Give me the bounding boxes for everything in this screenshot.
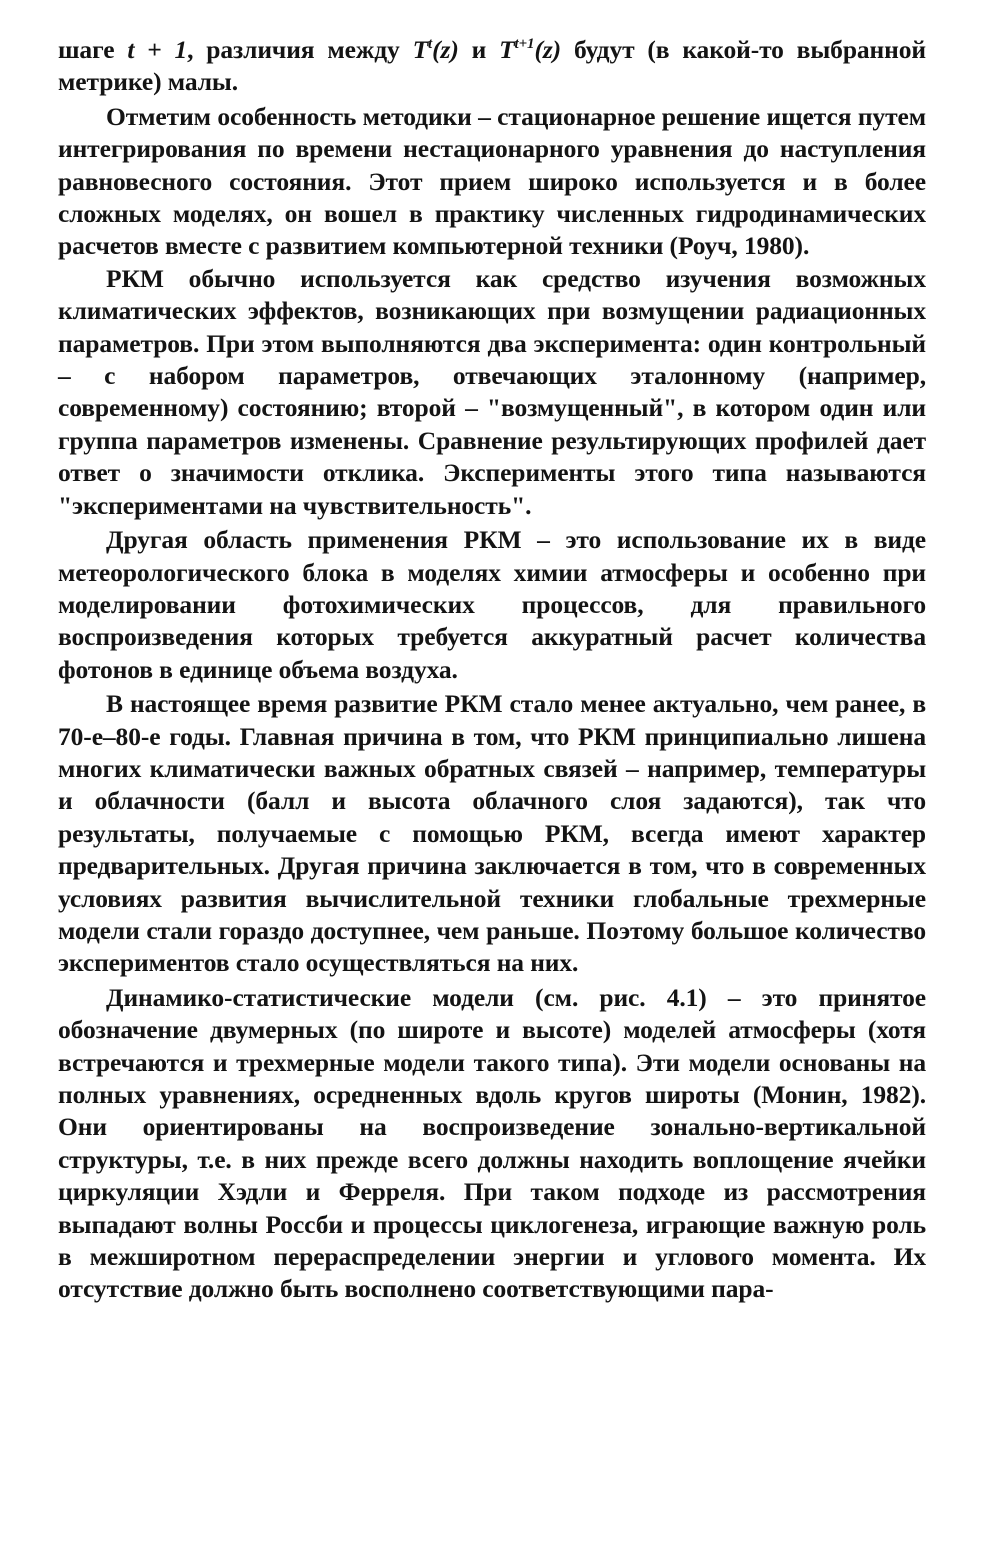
lead-paragraph bbox=[58, 34, 926, 99]
math-arg-z-2: (z) bbox=[534, 35, 562, 64]
math-arg-z: (z) bbox=[432, 35, 459, 64]
lead-and: и bbox=[458, 35, 500, 64]
paragraph-rkm-current: В настоящее время развитие РКМ стало менее актуально, чем ранее, в 70-е–80-е годы. Главная причина в том, что РКМ принципиально лишена многих климатически важных обратных связей – например, температуры и облачности (балл и высота облачного слоя задаются), так что результаты, получаемые с помощью РКМ, всегда имеют характер предварительных. Другая причина заключается в том, что в современных условиях развития вычислительной техники глобальные трехмерные модели стали гораздо доступнее, чем раньше. Поэтому большое количество экспериментов стало осуществляться на них. bbox=[58, 689, 926, 978]
math-T-t: $T^t$ bbox=[412, 35, 433, 64]
paragraph-dynamic-statistical: Динамико-статистические модели (см. рис. 4.1) – это принятое обозначение двумерных (по широте и высоте) моделей атмосферы (хотя встречаются и трехмерные модели такого типа). Эти модели основаны на полных уравнениях, осредненных вдоль кругов широты (Монин, 1982). Они ориентированы на воспроизведение зонально-вертикальной структуры, т.е. в них прежде всего должны находить воплощение ячейки циркуляции Хэдли и Ферреля. При таком подходе из рассмотрения выпадают волны Россби и процессы циклогенеза, играющие важную роль в межширотном перераспределении энергии и углового момента. Их отсутствие должно быть восполнено соответствующими пара- bbox=[58, 982, 926, 1304]
document-page bbox=[58, 34, 926, 1306]
lead-mid: , различия между bbox=[187, 35, 413, 64]
paragraph-rkm-usage: РКМ обычно используется как средство изучения возможных климатических эффектов, возникающих при возмущении радиационных параметров. При этом выполняются два эксперимента: один контрольный – с набором параметров, отвечающих эталонному (например, современному) состоянию; второй – "возмущенный", в котором один или группа параметров изменены. Сравнение результирующих профилей дает ответ о значимости отклика. Эксперименты этого типа называются "экспериментами на чувствительность". bbox=[58, 263, 926, 520]
math-T-t1: $T^{t+1}$ bbox=[499, 35, 535, 64]
lead-post: будут (в какой-то выбранной метрике) малы. bbox=[58, 35, 926, 97]
math-t-plus-1: t + 1 bbox=[127, 35, 188, 64]
lead-pre: шаге bbox=[58, 35, 128, 64]
paragraph-methodology: Отметим особенность методики – стационарное решение ищется путем интегрирования по времени нестационарного уравнения до наступления равновесного состояния. Этот прием широко используется и в более сложных моделях, он вошел в практику численных гидродинамических расчетов вместе с развитием компьютерной техники (Роуч, 1980). bbox=[58, 101, 926, 261]
paragraph-rkm-chemistry: Другая область применения РКМ – это использование их в виде метеорологического блока в моделях химии атмосферы и особенно при моделировании фотохимических процессов, для правильного воспроизведения которых требуется аккуратный расчет количества фотонов в единице объема воздуха. bbox=[58, 525, 926, 684]
